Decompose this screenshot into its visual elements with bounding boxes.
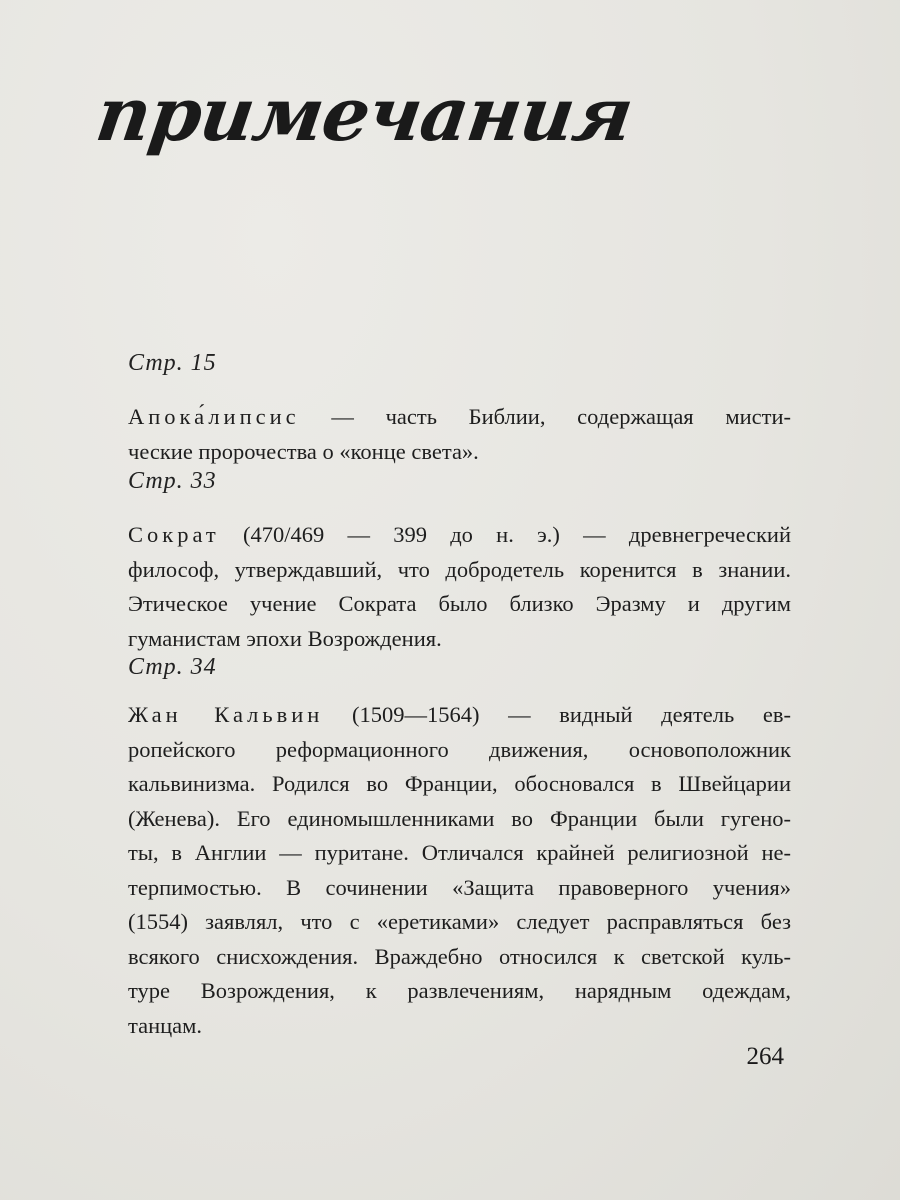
section-heading: примечания xyxy=(91,72,638,158)
note-line: ропейского реформационного движения, основоположник xyxy=(128,736,791,762)
note-line: Апока́липсис — часть Библии, содержащая мисти- xyxy=(128,404,791,429)
note-line: (1554) заявлял, что с «еретиками» следует расправляться без xyxy=(128,909,791,934)
note-text xyxy=(128,400,791,469)
note-line: терпимостью. В сочинении «Защита правоверного учения» xyxy=(128,874,791,900)
note-line: (Женева). Его единомышленниками во Франции были гугено- xyxy=(128,805,791,831)
note-line: ты, в Англии — пуритане. Отличался крайней религиозной не- xyxy=(128,840,791,865)
note-page-34 xyxy=(128,652,791,1043)
note-term: Апока́липсис xyxy=(128,404,300,429)
page-reference: Стр. 34 xyxy=(128,654,217,680)
note-line: ческие пророчества о «конце света». xyxy=(128,438,479,464)
page-reference: Стр. 33 xyxy=(128,468,217,494)
note-line: танцам. xyxy=(128,1012,203,1038)
note-line: Этическое учение Сократа было близко Эразму и другим xyxy=(128,591,791,616)
note-text xyxy=(128,698,791,1043)
note-line: философ, утверждавший, что добродетель коренится в знании. xyxy=(128,556,791,582)
note-line: гуманистам эпохи Возрождения. xyxy=(128,625,442,651)
page-reference: Стр. 15 xyxy=(128,350,217,376)
note-line: всякого снисхождения. Враждебно относился к светской куль- xyxy=(128,943,791,969)
note-line: кальвинизма. Родился во Франции, обосновался в Швейцарии xyxy=(128,771,791,796)
note-term: Сократ xyxy=(128,522,220,547)
note-text xyxy=(128,518,791,656)
note-line: Сократ (470/469 — 399 до н. э.) — древнегреческий xyxy=(128,522,791,547)
note-page-33 xyxy=(128,466,791,656)
note-line: Жан Кальвин (1509—1564) — видный деятель ев- xyxy=(128,702,792,727)
note-page-15 xyxy=(128,348,791,469)
page-number: 264 xyxy=(746,1043,784,1070)
note-line: туре Возрождения, к развлечениям, нарядным одеждам, xyxy=(128,978,791,1003)
note-term: Жан Кальвин xyxy=(128,702,324,727)
